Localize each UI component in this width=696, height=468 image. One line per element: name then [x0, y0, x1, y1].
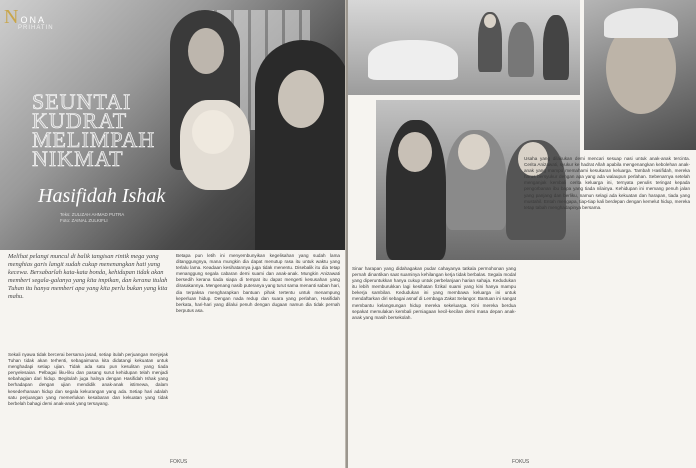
intro-paragraph: Melihat pelangi muncul di balik tangisan rintik mega yang menghias garis langit sudah cukup menenangkan hati yang kecewa. Bersabarlah kata-kata bonda, kehidupan tidak akan memberi segala-galanya yang kita impikan, dan kerana itulah Tuhan itu hanya memberi apa yang kita perlu bukan yang kita mahu.	[8, 253, 168, 300]
section-kicker-sub: PRIHATIN	[18, 25, 54, 31]
woman-face	[278, 70, 324, 128]
baby-face	[192, 110, 234, 154]
photo-credit: Teks: ZULIZAH AHMAD PUTRA Foto: ZAINAL ZULKIFLI	[60, 212, 125, 223]
folio-left: FOKUS	[170, 459, 188, 465]
byline-name: Hasifidah Ishak	[38, 185, 166, 207]
figure	[543, 15, 569, 80]
kopiah-cap	[604, 8, 678, 38]
left-page	[0, 0, 346, 468]
family-group-photo	[348, 0, 580, 95]
right-page	[348, 0, 696, 468]
folio-right: FOKUS	[512, 459, 530, 465]
father-portrait-photo	[584, 0, 696, 150]
figure	[508, 22, 534, 77]
section-kicker: NONA PRIHATIN	[4, 6, 54, 31]
headline: SEUNTAI KUDRAT MELIMPAH NIKMAT	[32, 89, 156, 171]
right-column-1: Sinar harapan yang didahagakan pudar cahayanya tatkala permohonan yang pernah dinantikan saat suaminya kehilangan kerja tidak berbalas. Segala modal yang diperuntukkan hanya cukup untuk perbelanjaan harian sahaja. Kedudukan itu lebih memburukkan lagi kesihatan fizikal suami yang kini hanya mampu bekerja sambilan. Kedudukan ini yang membawa keluarga ini untuk mendaftarkan diri sebagai asnaf di Lembaga Zakat Selangor. Bantuan ini sangat membantu kelangsungan hidup mereka sekeluarga. Kini mereka berdua sepakat memulakan kembali perniagaan kecil-kecilan demi masa depan anak-anak yang masih bersekolah.	[352, 266, 516, 320]
figure	[368, 40, 458, 80]
mother-face	[398, 132, 432, 172]
mother-face	[188, 28, 224, 74]
left-column-2: Betapa pun letih ini menyembunyikan kegelisahan yang sudah lama ditanggungnya, mana mungkin dia dapat menutup rasa itu untuk waktu yang terlalu lama. Keadaan kesihatannya juga tidak menentu. Disebalik itu dia tetap menanggung segala cabaran demi suami dan anak-anak. Mungkin Anizawati bersedih kerana tiada siapa di tempat itu dapat mengerti kesusahan yang dirasakannya. Mengenang nasib puteranya yang turut sama menanti saban hari, dia terpaksa mengharapkan bantuan pihak tertentu untuk menampung keperluan hidup. Dengan nada redup dan suara yang perlahan, Hasifidah berkata, hari-hari yang dilalui penuh dengan dugaan namun dia tidak pernah berputus asa.	[176, 253, 340, 313]
right-column-2: Usaha yang dilakukan demi mencari sesuap nasi untuk anak-anak tercinta. Cerita Anizawati, syukur ke hadrat Allah apabila mengenangkan kebolehan anak-anak yang mampu memahami kesukaran keluarga. Tambah Hasifidah, mereka harus bersyukur dengan apa yang ada walaupun perlahan. Sebenarnya setelah menganjak kembali cerita keluarga ini, ternyata penulis teringat kepada pengorbanan ibu bapa yang tiada nilainya. Kehidupan ini memang penuh jalan yang panjang dan berliku, namun selagi ada kekuatan dan harapan, tiada yang mustahil. Entah mengapa, tiap-tiap kali berdepan dengan kemelut hidup, mereka tetap tabah menghadapinya bersama.	[524, 156, 690, 210]
child-face	[458, 134, 490, 170]
left-column-1: Sekali nyawa tidak bercerai bersama jasad, setiap itulah perjuangan menjejak Tuhan tidak akan terhenti, sebagaimana kita didatangi kekuatan untuk menghadapi setiap ujian. Tidak ada satu pun kesulitan yang tiada penyelesaian. Pelbagai liku-liku dan pasang surut kehidupan telah menjadi sebahagian dari hidup. Begitulah juga halnya dengan Hasifidah Ishak yang berhadapan dengan ujian mendidik anak-anak istimewa, dalam kesederhanaan hidup dan segala kekurangan yang ada. Setiap hari adalah satu perjuangan yang memerlukan kesabaran dan kekuatan yang tidak berbelah bahagi demi anak-anak yang tersayang.	[8, 352, 168, 406]
figure-head	[484, 14, 496, 28]
